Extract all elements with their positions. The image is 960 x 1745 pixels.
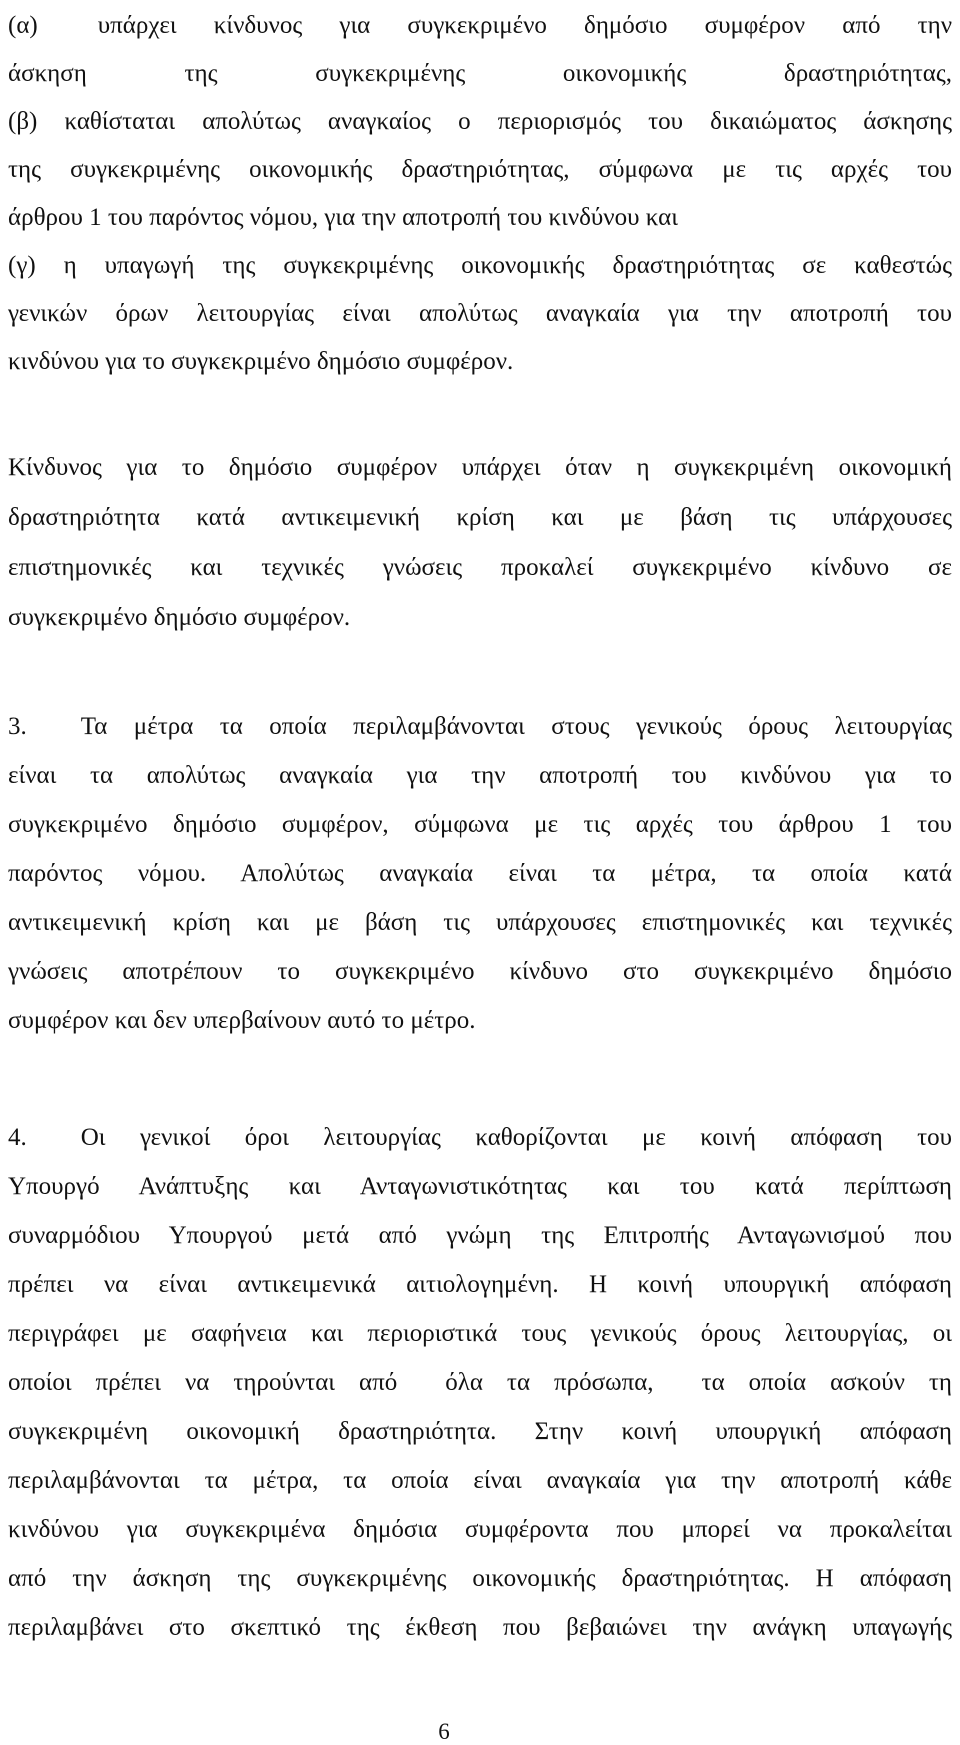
paragraph-line: Κίνδυνος για το δημόσιο συμφέρον υπάρχει όταν η συγκεκριμένη οικονομική: [8, 454, 952, 481]
paragraph-conditions: [8, 2, 952, 386]
paragraph-line: 4. Οι γενικοί όροι λειτουργίας καθορίζονται με κοινή απόφαση του: [8, 1124, 952, 1151]
paragraph-line: (β) καθίσταται απολύτως αναγκαίος ο περιορισμός του δικαιώματος άσκησης: [8, 108, 952, 135]
paragraph-line: περιλαμβάνονται τα μέτρα, τα οποία είναι αναγκαία για την αποτροπή κάθε: [8, 1467, 952, 1494]
paragraph-line: περιλαμβάνει στο σκεπτικό της έκθεση που βεβαιώνει την ανάγκη υπαγωγής: [8, 1614, 952, 1641]
paragraph-line: είναι τα απολύτως αναγκαία για την αποτροπή του κινδύνου για το: [8, 762, 952, 789]
paragraph-line: οποίοι πρέπει να τηρούνται από όλα τα πρόσωπα, τα οποία ασκούν τη: [8, 1369, 952, 1396]
paragraph-line: κινδύνου για το συγκεκριμένο δημόσιο συμφέρον.: [8, 348, 514, 375]
paragraph-line: πρέπει να είναι αντικειμενικά αιτιολογημένη. Η κοινή υπουργική απόφαση: [8, 1271, 952, 1298]
paragraph-line: γενικών όρων λειτουργίας είναι απολύτως αναγκαία για την αποτροπή του: [8, 300, 952, 327]
paragraph-line: συγκεκριμένο δημόσιο συμφέρον, σύμφωνα με τις αρχές του άρθρου 1 του: [8, 811, 952, 838]
paragraph-line: της συγκεκριμένης οικονομικής δραστηριότητας, σύμφωνα με τις αρχές του: [8, 156, 952, 183]
paragraph-line: επιστημονικές και τεχνικές γνώσεις προκαλεί συγκεκριμένο κίνδυνο σε: [8, 554, 952, 581]
paragraph-section-3: [8, 702, 952, 1045]
paragraph-line: περιγράφει με σαφήνεια και περιοριστικά τους γενικούς όρους λειτουργίας, οι: [8, 1320, 952, 1347]
paragraph-line: συγκεκριμένη οικονομική δραστηριότητα. Στην κοινή υπουργική απόφαση: [8, 1418, 952, 1445]
paragraph-line: [8, 2, 952, 50]
paragraph-line: (γ) η υπαγωγή της συγκεκριμένης οικονομικής δραστηριότητας σε καθεστώς: [8, 252, 952, 279]
section-number-4: 4.: [8, 1124, 27, 1151]
paragraph-section-4: [8, 1113, 952, 1652]
item-label-a: (α): [8, 12, 38, 39]
paragraph-line: 3. Τα μέτρα τα οποία περιλαμβάνονται στους γενικούς όρους λειτουργίας: [8, 713, 952, 740]
paragraph-risk-definition: [8, 443, 952, 643]
paragraph-line: συναρμόδιου Υπουργού μετά από γνώμη της Επιτροπής Ανταγωνισμού που: [8, 1222, 952, 1249]
paragraph-line: δραστηριότητα κατά αντικειμενική κρίση και με βάση τις υπάρχουσες: [8, 504, 952, 531]
section-number-3: 3.: [8, 713, 27, 740]
paragraph-line: παρόντος νόμου. Απολύτως αναγκαία είναι τα μέτρα, τα οποία κατά: [8, 860, 952, 887]
paragraph-line: από την άσκηση της συγκεκριμένης οικονομικής δραστηριότητας. Η απόφαση: [8, 1565, 952, 1592]
paragraph-line: αντικειμενική κρίση και με βάση τις υπάρχουσες επιστημονικές και τεχνικές: [8, 909, 952, 936]
paragraph-line: άσκηση της συγκεκριμένης οικονομικής δραστηριότητας,: [8, 60, 952, 87]
paragraph-line: συγκεκριμένο δημόσιο συμφέρον.: [8, 604, 351, 631]
paragraph-line: κινδύνου για συγκεκριμένα δημόσια συμφέροντα που μπορεί να προκαλείται: [8, 1516, 952, 1543]
paragraph-line: άρθρου 1 του παρόντος νόμου, για την αποτροπή του κινδύνου και: [8, 204, 678, 231]
paragraph-line: συμφέρον και δεν υπερβαίνουν αυτό το μέτρο.: [8, 1007, 476, 1034]
paragraph-line: Υπουργό Ανάπτυξης και Ανταγωνιστικότητας και του κατά περίπτωση: [8, 1173, 952, 1200]
item-text-a: υπάρχει κίνδυνος για συγκεκριμένο δημόσιο συμφέρον από την: [97, 12, 952, 39]
page-number: 6: [438, 1719, 450, 1744]
paragraph-line: γνώσεις αποτρέπουν το συγκεκριμένο κίνδυνο στο συγκεκριμένο δημόσιο: [8, 958, 952, 985]
